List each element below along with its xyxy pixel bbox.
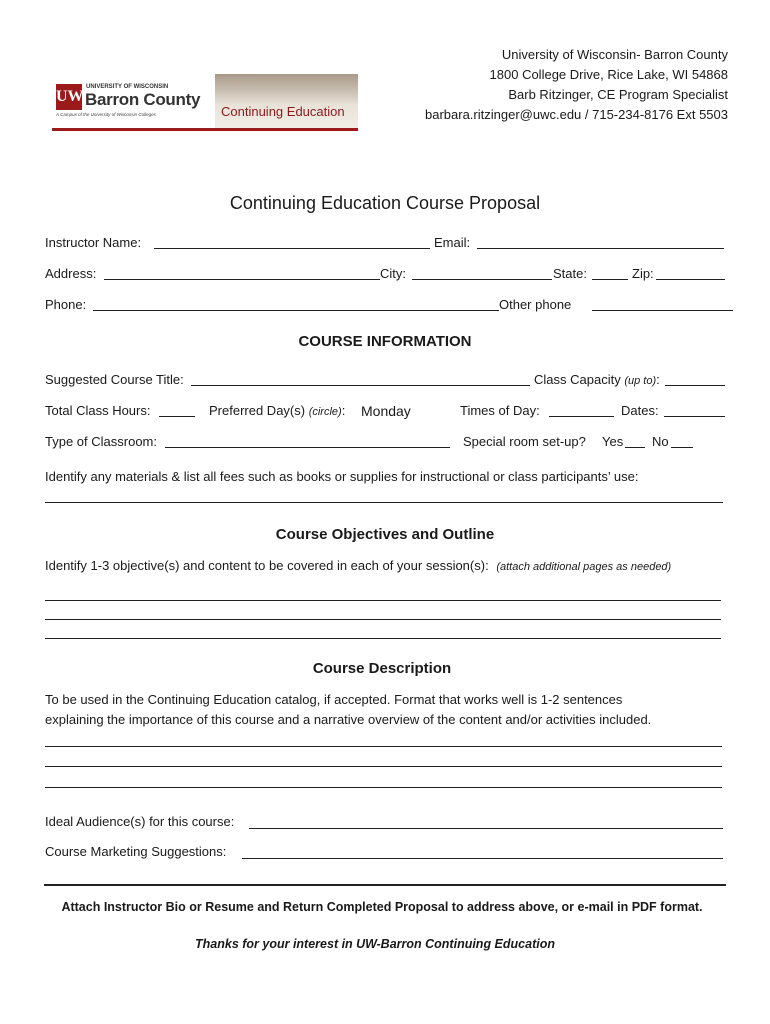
state-label: State:	[553, 266, 587, 281]
dates-label: Dates:	[621, 403, 659, 418]
ideal-audience-label: Ideal Audience(s) for this course:	[45, 814, 235, 829]
email-field[interactable]	[477, 248, 724, 249]
materials-field[interactable]	[45, 502, 723, 503]
class-capacity-label	[534, 372, 660, 389]
description-field-1[interactable]	[45, 746, 722, 747]
ideal-audience-field[interactable]	[249, 828, 723, 829]
up-to-text: (up to)	[624, 375, 657, 387]
description-heading: Course Description	[312, 660, 452, 677]
phone-label: Phone:	[45, 297, 87, 312]
continuing-education-banner	[215, 74, 358, 130]
logo-name: Barron County	[85, 90, 201, 109]
course-information-heading: COURSE INFORMATION	[298, 333, 472, 350]
marketing-field[interactable]	[242, 858, 723, 859]
times-of-day-field[interactable]	[549, 416, 614, 417]
description-line-2: explaining the importance of this course and a narrative overview of the content and/or activities included.	[45, 712, 652, 727]
description-line-1: To be used in the Continuing Education catalog, if accepted. Format that works well is 1-2 sentences	[45, 692, 623, 707]
footer-divider	[44, 884, 726, 886]
logo-tagline: A Campus of the University of Wisconsin Colleges	[56, 112, 156, 117]
city-label: City:	[380, 266, 406, 281]
no-field[interactable]	[671, 447, 693, 448]
other-phone-field[interactable]	[592, 310, 733, 311]
yes-field[interactable]	[625, 447, 645, 448]
header-address	[425, 45, 728, 125]
objectives-heading: Course Objectives and Outline	[275, 526, 495, 543]
address-field[interactable]	[104, 279, 380, 280]
description-field-3[interactable]	[45, 787, 722, 788]
no-label: No	[652, 434, 669, 449]
header-email-phone: barbara.ritzinger@uwc.edu / 715-234-8176 Ext 5503	[425, 107, 728, 122]
class-capacity-text: Class Capacity	[534, 372, 621, 387]
objectives-line-3[interactable]	[45, 638, 721, 639]
zip-label: Zip:	[632, 266, 654, 281]
preferred-days-colon: :	[341, 403, 346, 418]
special-setup-label: Special room set-up?	[463, 434, 586, 449]
circle-text: (circle)	[308, 406, 342, 418]
header-org: University of Wisconsin- Barron County	[501, 47, 728, 62]
ce-text: Continuing Education	[221, 104, 345, 119]
marketing-label: Course Marketing Suggestions:	[45, 844, 227, 859]
materials-label: Identify any materials & list all fees such as books or supplies for instructional or class participants’ use:	[45, 469, 639, 484]
zip-field[interactable]	[656, 279, 725, 280]
logo-underline	[52, 128, 358, 131]
preferred-days-label	[209, 403, 345, 420]
objectives-line-2[interactable]	[45, 619, 721, 620]
header-street: 1800 College Drive, Rice Lake, WI 54868	[489, 67, 728, 82]
objectives-line-1[interactable]	[45, 600, 721, 601]
preferred-days-value[interactable]: Monday	[361, 403, 411, 419]
times-of-day-label: Times of Day:	[460, 403, 540, 418]
phone-field[interactable]	[93, 310, 499, 311]
uw-mark-text: UW	[56, 88, 84, 105]
type-classroom-field[interactable]	[165, 447, 450, 448]
total-hours-field[interactable]	[159, 416, 195, 417]
logo-top-text: UNIVERSITY OF WISCONSIN	[86, 84, 169, 90]
total-hours-label: Total Class Hours:	[45, 403, 151, 418]
description-field-2[interactable]	[45, 766, 722, 767]
class-capacity-field[interactable]	[665, 385, 725, 386]
instructor-name-field[interactable]	[154, 248, 430, 249]
objectives-note: (attach additional pages as needed)	[496, 561, 672, 573]
instructor-name-label: Instructor Name:	[45, 235, 142, 250]
header-contact: Barb Ritzinger, CE Program Specialist	[508, 87, 728, 102]
uw-mark	[56, 84, 82, 110]
yes-label: Yes	[602, 434, 624, 449]
email-label: Email:	[434, 235, 471, 250]
objectives-prompt	[45, 558, 671, 575]
thanks-text: Thanks for your interest in UW-Barron Continuing Education	[195, 937, 555, 951]
page-title: Continuing Education Course Proposal	[229, 193, 541, 213]
suggested-title-label: Suggested Course Title:	[45, 372, 184, 387]
address-label: Address:	[45, 266, 97, 281]
state-field[interactable]	[592, 279, 628, 280]
uw-barron-logo	[52, 78, 212, 130]
other-phone-label: Other phone	[499, 297, 572, 312]
type-classroom-label: Type of Classroom:	[45, 434, 157, 449]
attach-instructions: Attach Instructor Bio or Resume and Return Completed Proposal to address above, or e-mail in PDF format.	[61, 900, 703, 914]
class-capacity-colon: :	[656, 372, 660, 387]
dates-field[interactable]	[664, 416, 725, 417]
preferred-days-text: Preferred Day(s)	[209, 403, 306, 418]
city-field[interactable]	[412, 279, 552, 280]
suggested-title-field[interactable]	[191, 385, 530, 386]
objectives-prompt-text: Identify 1-3 objective(s) and content to be covered in each of your session(s):	[45, 558, 489, 573]
